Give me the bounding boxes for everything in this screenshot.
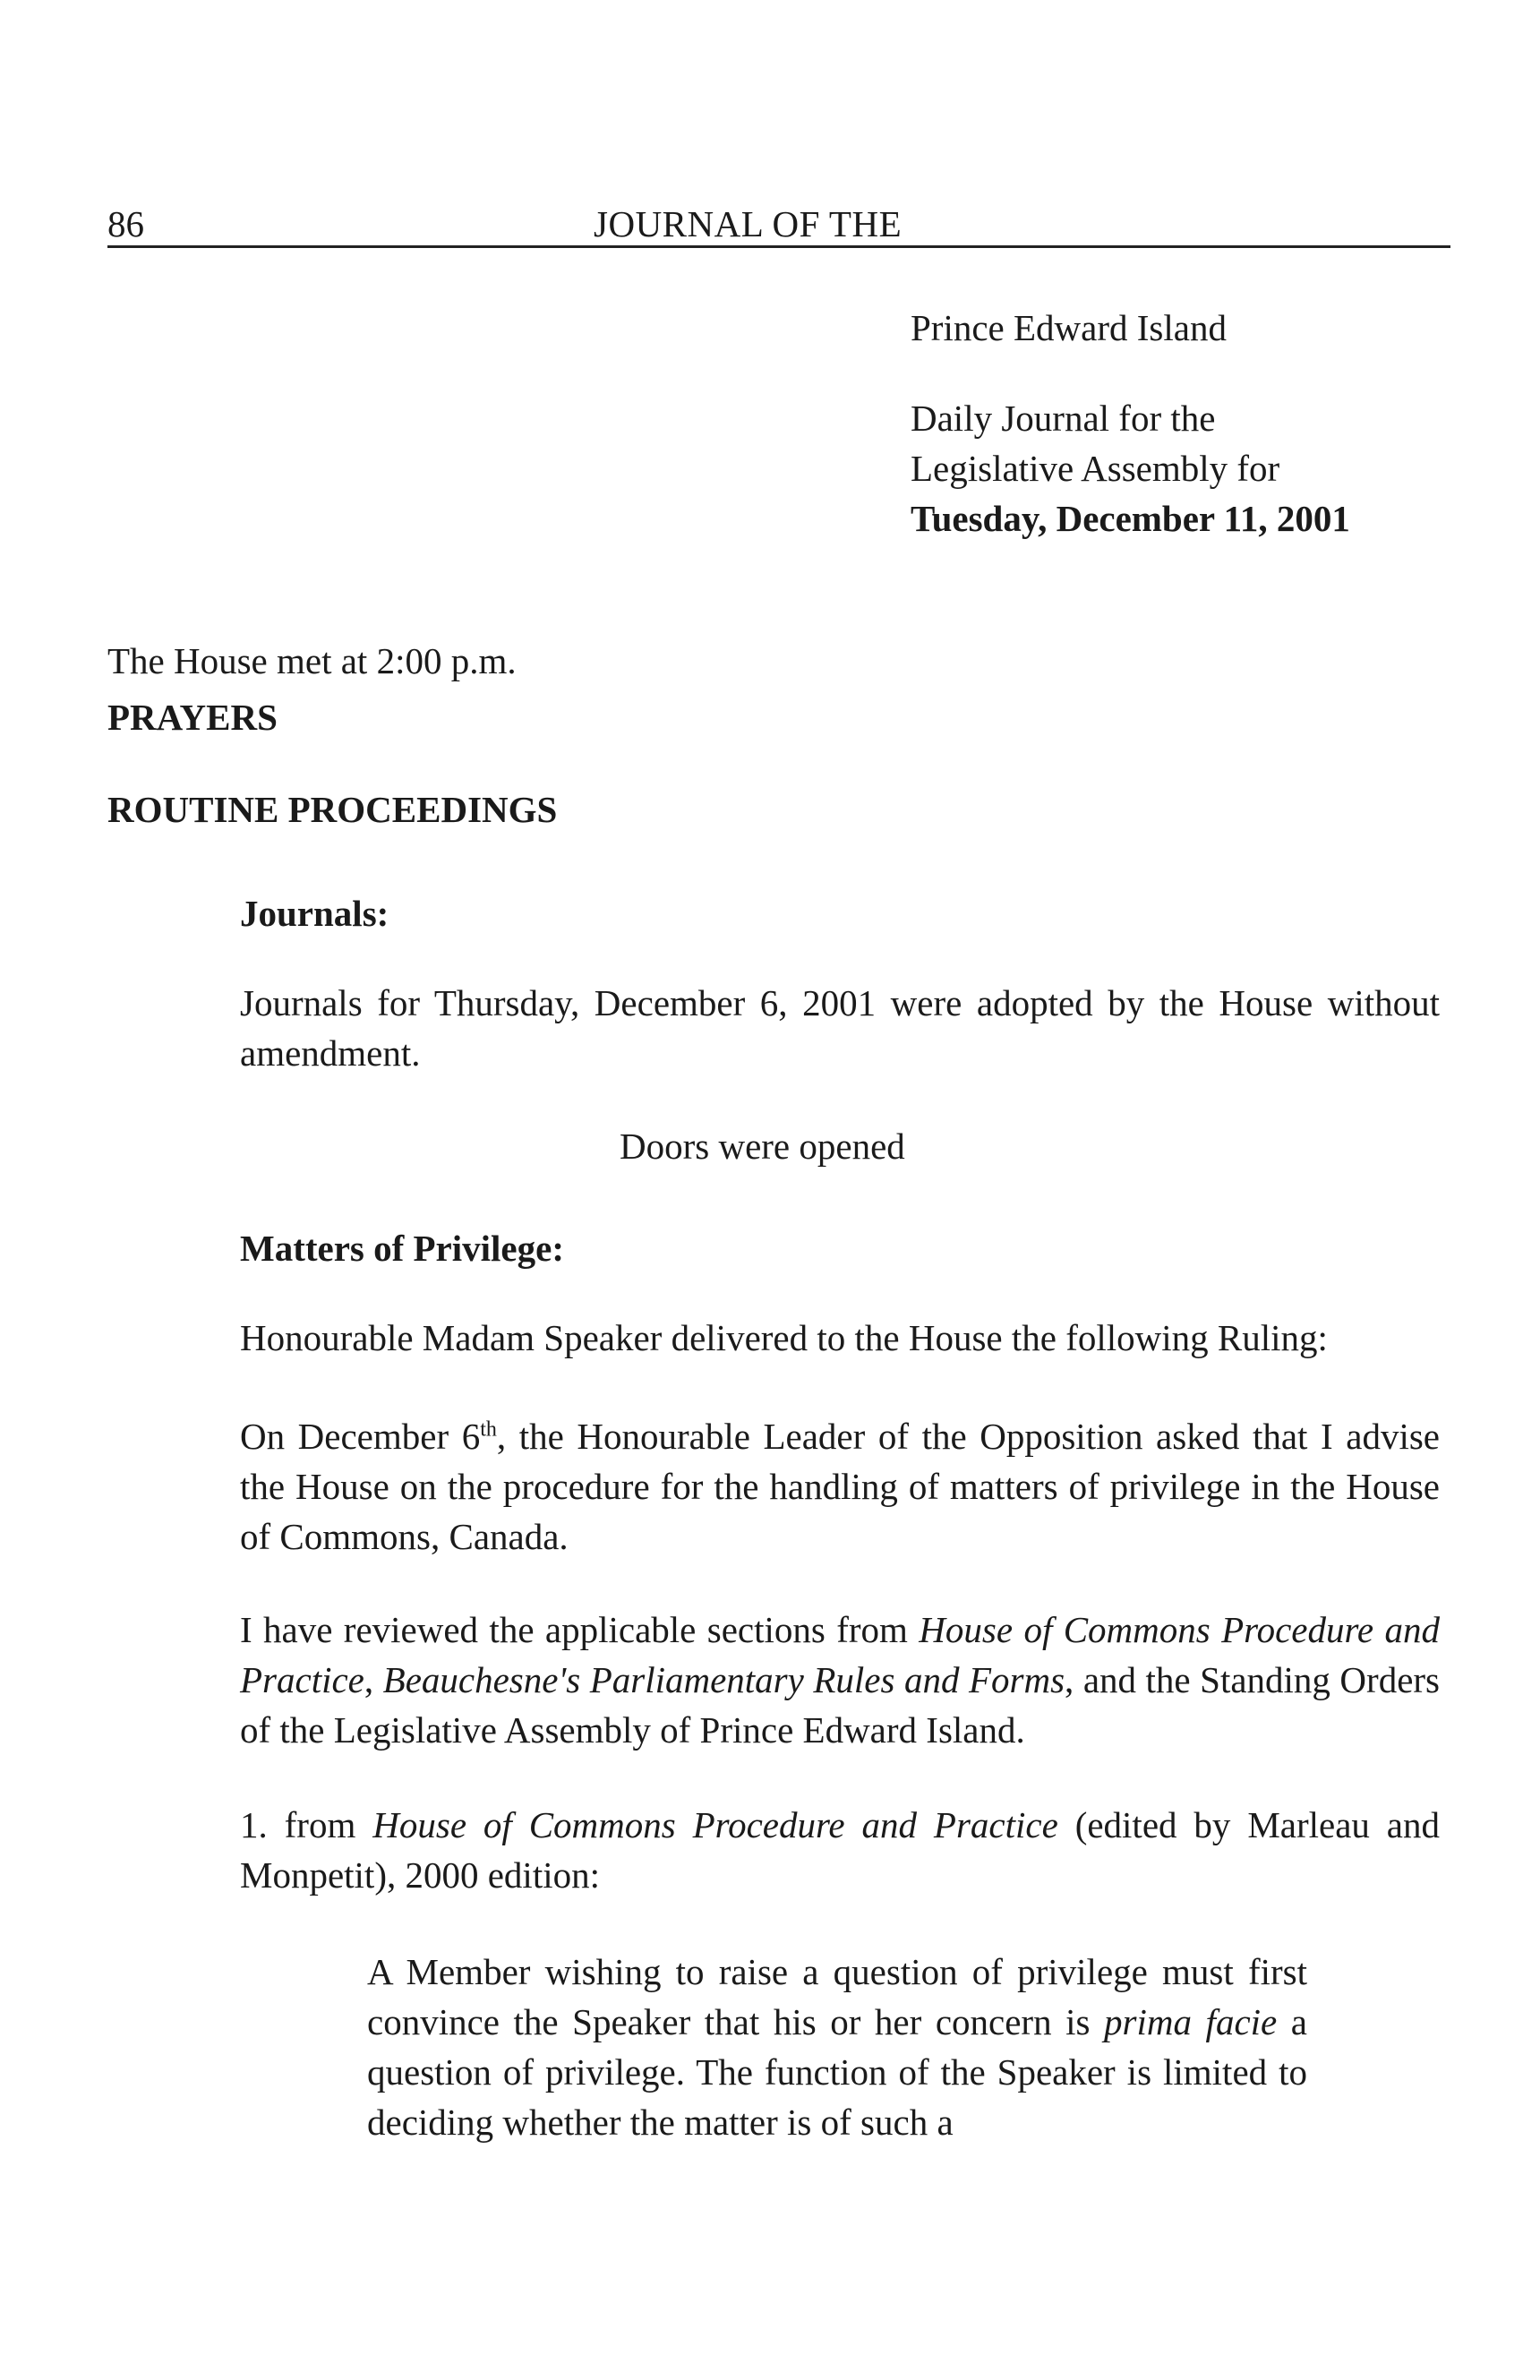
ruling-p2-part2: , (364, 1659, 383, 1700)
ruling-paragraph-2 (240, 1605, 1440, 1755)
ruling-paragraph-3 (240, 1800, 1440, 1900)
journal-title-block (911, 303, 1350, 544)
quote-latin-term: prima facie (1104, 2001, 1278, 2042)
journal-title-line-2: Legislative Assembly for (911, 448, 1280, 489)
doors-opened-note: Doors were opened (620, 1126, 905, 1167)
page-number: 86 (107, 203, 144, 244)
house-met-time: The House met at 2:00 p.m. (107, 640, 517, 681)
ruling-p3-part2: (edited by Marleau and Monpetit), 2000 edition: (240, 1804, 1441, 1896)
ruling-p2-part1: I have reviewed the applicable sections from (240, 1609, 920, 1650)
quote-part2: a question of privilege. The function of the Speaker is limited to deciding whether the matter is of such a (367, 2001, 1308, 2143)
province-name: Prince Edward Island (911, 307, 1227, 348)
speaker-ruling-intro: Honourable Madam Speaker delivered to the House the following Ruling: (240, 1317, 1328, 1358)
journals-paragraph: Journals for Thursday, December 6, 2001 were adopted by the House without amendment. (240, 982, 1440, 1074)
ruling-p3-title: House of Commons Procedure and Practice (372, 1804, 1058, 1845)
journals-heading: Journals: (240, 893, 389, 934)
ruling-p1-start: On December 6 (240, 1416, 481, 1457)
ruling-p2-part3: , and the Standing Orders of the Legislative Assembly of Prince Edward Island. (240, 1659, 1441, 1751)
matters-of-privilege-heading: Matters of Privilege: (240, 1228, 564, 1269)
header-rule (107, 245, 1450, 248)
routine-proceedings-heading: ROUTINE PROCEEDINGS (107, 789, 558, 830)
journal-title-line-1: Daily Journal for the (911, 398, 1216, 439)
quote-part1: A Member wishing to raise a question of privilege must first convince the Speaker that his or her concern is (367, 1951, 1307, 2042)
block-quotation (367, 1947, 1307, 2147)
journal-date: Tuesday, December 11, 2001 (911, 498, 1350, 539)
prayers-heading: PRAYERS (107, 697, 278, 738)
ruling-paragraph-1 (240, 1411, 1440, 1562)
ordinal-suffix: th (480, 1417, 497, 1442)
ruling-p1-rest: , the Honourable Leader of the Opposition asked that I advise the House on the procedure for the handling of matters of privilege in the House of Commons, Canada. (240, 1416, 1440, 1557)
running-head: JOURNAL OF THE (594, 203, 903, 244)
ruling-p3-part1: 1. from (240, 1804, 373, 1845)
ruling-p2-title-2: Beauchesne's Parliamentary Rules and Forms (382, 1659, 1065, 1700)
ruling-p2-title-1: House of Commons Procedure and Practice (240, 1609, 1440, 1700)
